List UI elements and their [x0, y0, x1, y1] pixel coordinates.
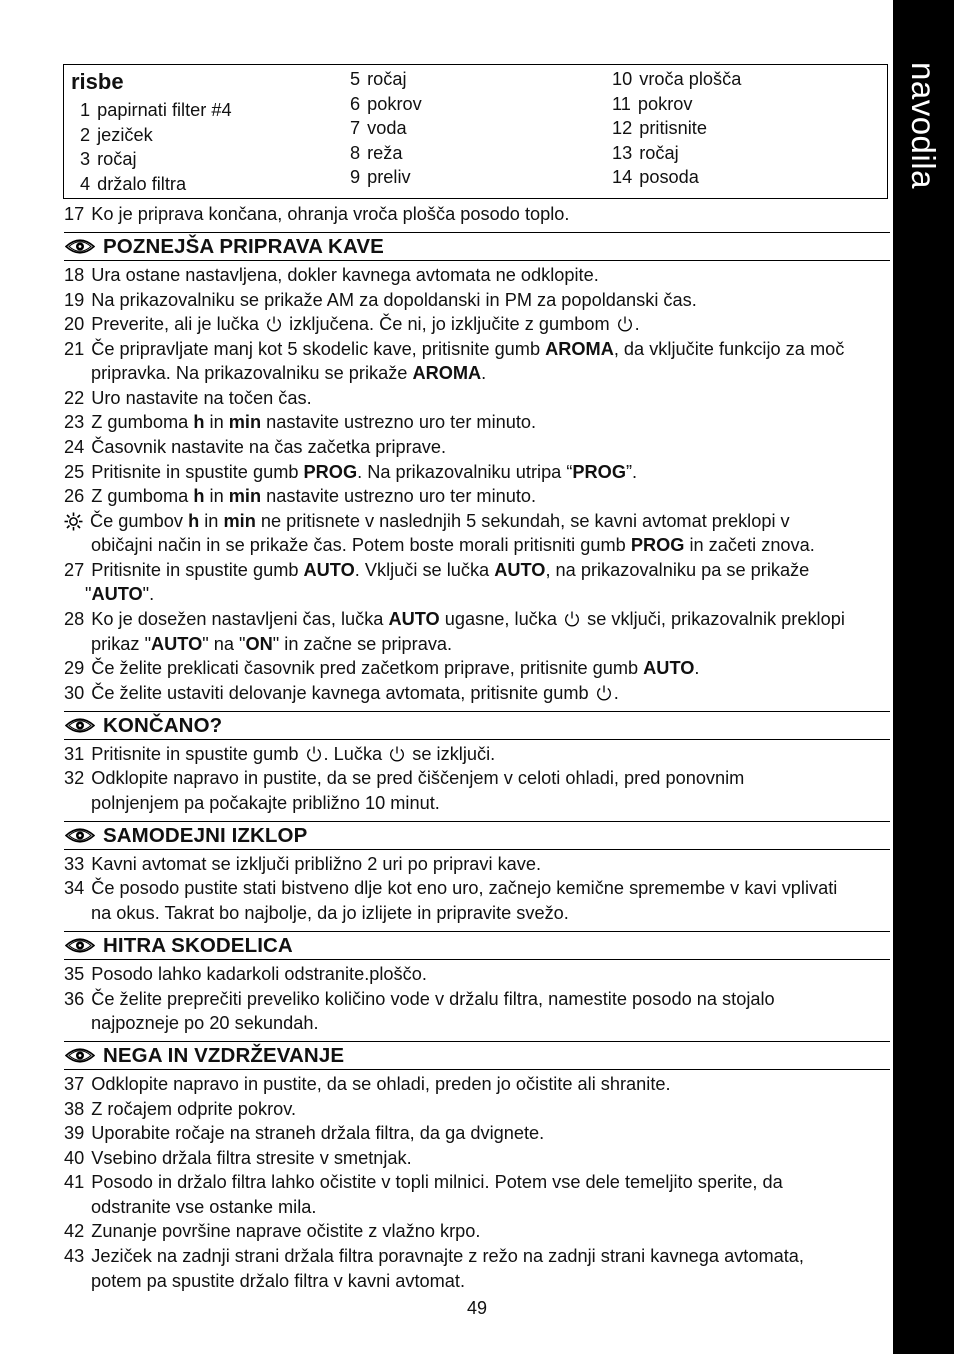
- section-title: KONČANO?: [103, 714, 223, 737]
- power-icon: [388, 745, 406, 763]
- step-21-cont: pripravka. Na prikazovalniku se prikaže AROMA.: [91, 363, 487, 383]
- figure-title: risbe: [71, 69, 124, 94]
- power-icon: [563, 610, 581, 628]
- legend-item: 11 pokrov: [612, 93, 693, 114]
- tip-note: Če gumbov h in min ne pritisnete v naslednjih 5 sekundah, se kavni avtomat preklopi v: [90, 511, 790, 531]
- legend-item: 10 vroča plošča: [612, 69, 742, 89]
- power-icon: [616, 315, 634, 333]
- legend-column-1: [80, 98, 232, 196]
- legend-item: 7 voda: [350, 118, 407, 139]
- step-28: 28 Ko je dosežen nastavljeni čas, lučka AUTO ugasne, lučka se vključi, prikazovalnik preklopi: [64, 609, 845, 629]
- eye-icon: [65, 717, 95, 734]
- step-32: 32 Odklopite napravo in pustite, da se pred čiščenjem v celoti ohladi, pred ponovnim: [64, 768, 745, 788]
- section-title: NEGA IN VZDRŽEVANJE: [103, 1044, 345, 1067]
- section-heading-delayed-brew: [64, 232, 890, 261]
- section-title: HITRA SKODELICA: [103, 934, 293, 957]
- step-43: 43 Jeziček na zadnji strani držala filtra poravnajte z režo na zadnji strani kavnega avtomata,: [64, 1246, 804, 1266]
- legend-column-2: [350, 67, 422, 190]
- eye-icon: [65, 827, 95, 844]
- step-19: 19 Na prikazovalniku se prikaže AM za dopoldanski in PM za popoldanski čas.: [64, 290, 697, 310]
- step-24: 24 Časovnik nastavite na čas začetka priprave.: [64, 437, 447, 457]
- step-43-cont: potem pa spustite držalo filtra v kavni avtomat.: [91, 1271, 466, 1291]
- power-icon: [265, 315, 283, 333]
- legend-item: 14 posoda: [612, 167, 699, 188]
- legend-column-3: [612, 67, 741, 190]
- legend-item: 6 pokrov: [350, 93, 422, 114]
- step-36: 36 Če želite preprečiti preveliko količino vode v držalu filtra, namestite posodo na stojalo: [64, 989, 775, 1009]
- step-36-cont: najpozneje po 20 sekundah.: [91, 1013, 319, 1033]
- section-title: SAMODEJNI IZKLOP: [103, 824, 308, 847]
- step-40: 40 Vsebino držala filtra stresite v smetnjak.: [64, 1148, 412, 1168]
- step-17: 17 Ko je priprava končana, ohranja vroča plošča posodo toplo.: [64, 204, 570, 224]
- step-29: 29 Če želite preklicati časovnik pred začetkom priprave, pritisnite gumb AUTO.: [64, 658, 700, 678]
- legend-item: 1 papirnati filter #4: [80, 100, 232, 120]
- step-37: 37 Odklopite napravo in pustite, da se ohladi, preden jo očistite ali shranite.: [64, 1074, 671, 1094]
- legend-item: 4 držalo filtra: [80, 173, 187, 194]
- step-34: 34 Če posodo pustite stati bistveno dlje kot eno uro, začnejo kemične spremembe v kavi vplivati: [64, 878, 838, 898]
- step-21: 21 Če pripravljate manj kot 5 skodelic kave, pritisnite gumb AROMA, da vključite funkcijo za moč: [64, 339, 845, 359]
- step-30: 30 Če želite ustaviti delovanje kavnega avtomata, pritisnite gumb .: [64, 683, 619, 703]
- step-31: 31 Pritisnite in spustite gumb . Lučka se izključi.: [64, 744, 496, 764]
- section-heading-finished: [64, 711, 890, 740]
- legend-item: 13 ročaj: [612, 142, 679, 163]
- legend-item: 8 reža: [350, 142, 403, 163]
- tip-note-cont: običajni način in se prikaže čas. Potem boste morali pritisniti gumb PROG in začeti znova.: [91, 535, 815, 555]
- step-20: 20 Preverite, ali je lučka izključena. Če ni, jo izključite z gumbom .: [64, 314, 640, 334]
- step-28-cont: prikaz "AUTO" na "ON" in začne se priprava.: [91, 634, 453, 654]
- step-35: 35 Posodo lahko kadarkoli odstranite.ploščo.: [64, 964, 427, 984]
- step-32-cont: polnjenjem pa počakajte približno 10 minut.: [91, 793, 440, 813]
- step-18: 18 Ura ostane nastavljena, dokler kavnega avtomata ne odklopite.: [64, 265, 599, 285]
- step-41: 41 Posodo in držalo filtra lahko očistite v topli milnici. Potem vse dele temeljito sperite, da: [64, 1172, 783, 1192]
- step-27-cont: "AUTO".: [85, 584, 155, 604]
- step-25: 25 Pritisnite in spustite gumb PROG. Na prikazovalniku utripa “PROG”.: [64, 462, 638, 482]
- eye-icon: [65, 1047, 95, 1064]
- step-34-cont: na okus. Takrat bo najbolje, da jo izlijete in pripravite svežo.: [91, 903, 569, 923]
- step-39: 39 Uporabite ročaje na straneh držala filtra, da ga dvignete.: [64, 1123, 545, 1143]
- figure-legend-box: [63, 64, 888, 199]
- side-tab: [893, 0, 954, 1354]
- section-heading-care: [64, 1041, 890, 1070]
- step-27: 27 Pritisnite in spustite gumb AUTO. Vključi se lučka AUTO, na prikazovalniku pa se prikaže: [64, 560, 810, 580]
- legend-item: 12 pritisnite: [612, 118, 707, 139]
- power-icon: [595, 684, 613, 702]
- section-title: POZNEJŠA PRIPRAVA KAVE: [103, 235, 384, 258]
- step-42: 42 Zunanje površine naprave očistite z vlažno krpo.: [64, 1221, 481, 1241]
- eye-icon: [65, 937, 95, 954]
- eye-icon: [65, 238, 95, 255]
- page-number: 49: [466, 1298, 488, 1318]
- section-heading-quick-cup: [64, 931, 890, 960]
- tip-sun-icon: [64, 512, 83, 531]
- step-22: 22 Uro nastavite na točen čas.: [64, 388, 312, 408]
- legend-item: 5 ročaj: [350, 69, 407, 89]
- step-33: 33 Kavni avtomat se izključi približno 2 uri po pripravi kave.: [64, 854, 542, 874]
- legend-item: 3 ročaj: [80, 149, 137, 170]
- step-26: 26 Z gumboma h in min nastavite ustrezno uro ter minuto.: [64, 486, 537, 506]
- power-icon: [305, 745, 323, 763]
- step-23: 23 Z gumboma h in min nastavite ustrezno uro ter minuto.: [64, 412, 537, 432]
- section-heading-auto-off: [64, 821, 890, 850]
- legend-item: 2 jeziček: [80, 124, 153, 145]
- step-38: 38 Z ročajem odprite pokrov.: [64, 1099, 297, 1119]
- legend-item: 9 preliv: [350, 167, 411, 188]
- side-tab-label: navodila: [905, 62, 942, 189]
- step-41-cont: odstranite vse ostanke mila.: [91, 1197, 317, 1217]
